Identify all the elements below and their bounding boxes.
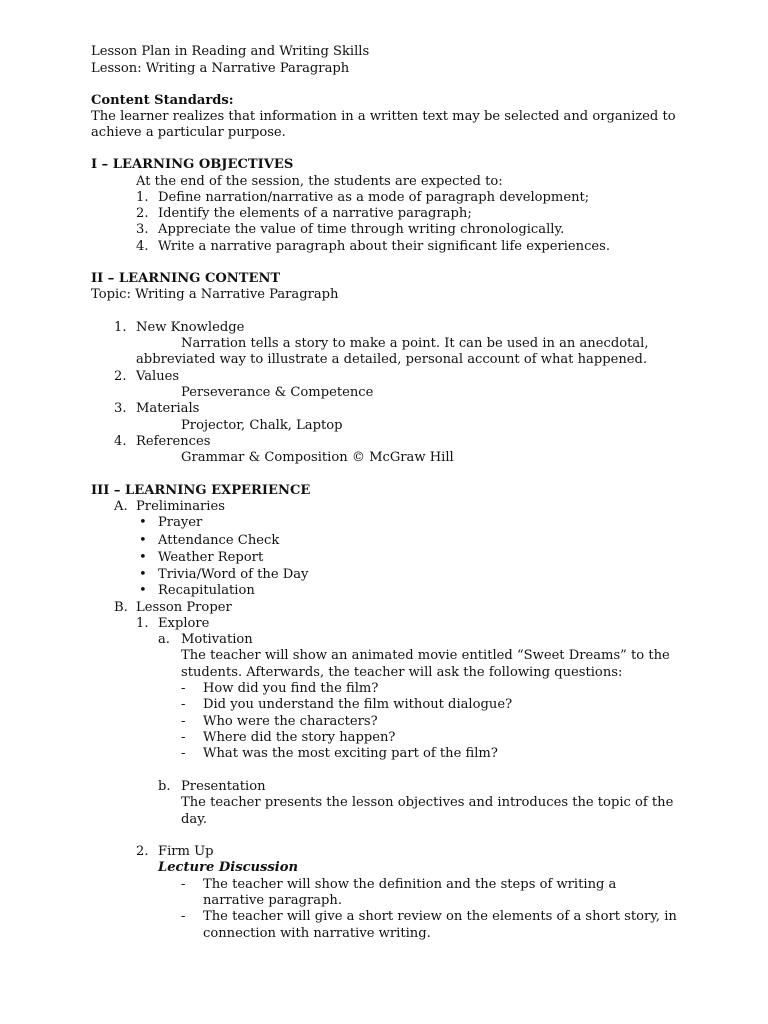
preliminary-item: Attendance Check bbox=[158, 533, 280, 548]
preliminaries-label: Preliminaries bbox=[136, 499, 225, 514]
dash-marker: - bbox=[181, 909, 186, 924]
content-standards-text-line: The learner realizes that information in a written text may be selected and organized to bbox=[91, 109, 676, 124]
content-detail: Grammar & Composition © McGraw Hill bbox=[181, 450, 454, 465]
motivation-label: Motivation bbox=[181, 632, 253, 647]
explore-label: Explore bbox=[158, 616, 210, 631]
preliminary-item: Trivia/Word of the Day bbox=[158, 567, 309, 582]
lecture-discussion-heading: Lecture Discussion bbox=[158, 860, 299, 875]
firm-up-item-continued: connection with narrative writing. bbox=[203, 926, 431, 941]
content-detail: Projector, Chalk, Laptop bbox=[181, 418, 343, 433]
content-detail: abbreviated way to illustrate a detailed, personal account of what happened. bbox=[136, 352, 648, 367]
step-number: 1. bbox=[136, 616, 149, 631]
bullet-icon: • bbox=[139, 567, 147, 582]
content-label: Values bbox=[136, 369, 180, 384]
content-topic: Topic: Writing a Narrative Paragraph bbox=[91, 287, 339, 302]
objective-number: 3. bbox=[136, 222, 149, 237]
content-number: 4. bbox=[114, 434, 127, 449]
content-detail: Narration tells a story to make a point. It can be used in an anecdotal, bbox=[181, 336, 649, 351]
presentation-text: The teacher presents the lesson objectives and introduces the topic of the bbox=[181, 795, 674, 810]
presentation-label: Presentation bbox=[181, 779, 266, 794]
objective-number: 4. bbox=[136, 239, 149, 254]
bullet-icon: • bbox=[139, 515, 147, 530]
dash-marker: - bbox=[181, 746, 186, 761]
content-number: 1. bbox=[114, 320, 127, 335]
dash-marker: - bbox=[181, 714, 186, 729]
content-label: Materials bbox=[136, 401, 200, 416]
experience-heading: III – LEARNING EXPERIENCE bbox=[91, 483, 311, 498]
content-heading: II – LEARNING CONTENT bbox=[91, 271, 281, 286]
content-number: 3. bbox=[114, 401, 127, 416]
content-label: New Knowledge bbox=[136, 320, 245, 335]
preliminary-item: Weather Report bbox=[158, 550, 264, 565]
presentation-text: day. bbox=[181, 812, 208, 827]
objective-number: 1. bbox=[136, 190, 149, 205]
objective-number: 2. bbox=[136, 206, 149, 221]
bullet-icon: • bbox=[139, 533, 147, 548]
bullet-icon: • bbox=[139, 583, 147, 598]
question-item: Who were the characters? bbox=[203, 714, 378, 729]
bullet-icon: • bbox=[139, 550, 147, 565]
dash-marker: - bbox=[181, 681, 186, 696]
objective-item: Appreciate the value of time through writing chronologically. bbox=[158, 222, 565, 237]
section-letter: B. bbox=[114, 600, 128, 615]
motivation-text: students. Afterwards, the teacher will ask the following questions: bbox=[181, 665, 623, 680]
sub-letter: a. bbox=[158, 632, 170, 647]
content-number: 2. bbox=[114, 369, 127, 384]
firm-up-item: The teacher will give a short review on the elements of a short story, in bbox=[203, 909, 677, 924]
lesson-proper-label: Lesson Proper bbox=[136, 600, 232, 615]
question-item: Where did the story happen? bbox=[203, 730, 396, 745]
dash-marker: - bbox=[181, 697, 186, 712]
lesson-title: Lesson: Writing a Narrative Paragraph bbox=[91, 61, 350, 76]
document-title: Lesson Plan in Reading and Writing Skills bbox=[91, 44, 370, 59]
section-letter: A. bbox=[114, 499, 128, 514]
objectives-heading: I – LEARNING OBJECTIVES bbox=[91, 157, 294, 172]
sub-letter: b. bbox=[158, 779, 171, 794]
content-standards-heading: Content Standards: bbox=[91, 93, 234, 108]
question-item: Did you understand the film without dialogue? bbox=[203, 697, 513, 712]
objectives-intro: At the end of the session, the students are expected to: bbox=[136, 174, 503, 189]
firm-up-item-continued: narrative paragraph. bbox=[203, 893, 342, 908]
firm-up-label: Firm Up bbox=[158, 844, 214, 859]
dash-marker: - bbox=[181, 877, 186, 892]
dash-marker: - bbox=[181, 730, 186, 745]
objective-item: Define narration/narrative as a mode of paragraph development; bbox=[158, 190, 590, 205]
question-item: How did you find the film? bbox=[203, 681, 379, 696]
content-detail: Perseverance & Competence bbox=[181, 385, 374, 400]
objective-item: Identify the elements of a narrative paragraph; bbox=[158, 206, 472, 221]
objective-item: Write a narrative paragraph about their significant life experiences. bbox=[158, 239, 611, 254]
firm-up-item: The teacher will show the definition and the steps of writing a bbox=[203, 877, 617, 892]
motivation-text: The teacher will show an animated movie entitled “Sweet Dreams” to the bbox=[181, 648, 670, 663]
content-label: References bbox=[136, 434, 211, 449]
content-standards-text-line: achieve a particular purpose. bbox=[91, 125, 286, 140]
step-number: 2. bbox=[136, 844, 149, 859]
preliminary-item: Prayer bbox=[158, 515, 203, 530]
preliminary-item: Recapitulation bbox=[158, 583, 255, 598]
question-item: What was the most exciting part of the film? bbox=[203, 746, 498, 761]
